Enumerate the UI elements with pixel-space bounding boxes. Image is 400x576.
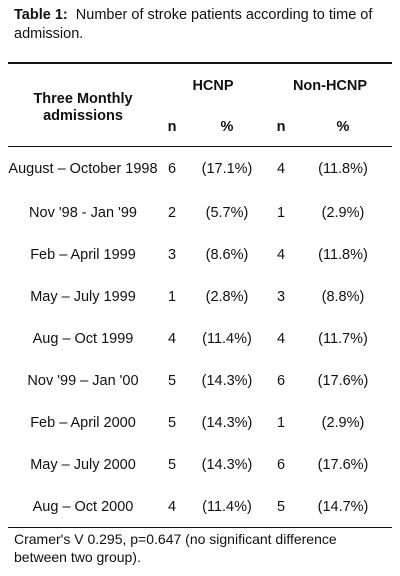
hcnp-n-cell: 1 (167, 289, 177, 305)
non-hcnp-pct-cell: (8.8%) (321, 289, 365, 305)
hcnp-pct-cell: (14.3%) (201, 457, 253, 473)
col-header-n: n (167, 119, 177, 135)
period-cell: Nov '98 - Jan '99 (29, 204, 137, 221)
period-cell: May – July 1999 (30, 288, 136, 305)
non-hcnp-n-cell: 5 (276, 499, 286, 515)
period-cell: Nov '99 – Jan '00 (27, 372, 139, 389)
non-hcnp-pct-cell: (11.8%) (318, 161, 368, 177)
table-row (8, 360, 392, 402)
hcnp-n-cell: 4 (167, 499, 177, 515)
non-hcnp-n-cell: 4 (276, 331, 286, 347)
non-hcnp-pct-cell: (17.6%) (317, 457, 369, 473)
non-hcnp-n-cell: 1 (276, 415, 286, 431)
non-hcnp-n-cell: 3 (276, 289, 286, 305)
col-header-pct: % (220, 119, 234, 135)
header-rule (8, 146, 392, 147)
non-hcnp-pct-cell: (11.7%) (318, 331, 368, 347)
bottom-rule (8, 527, 392, 528)
stroke-admissions-table (8, 64, 392, 528)
hcnp-n-cell: 6 (167, 161, 177, 177)
col-header-pct: % (336, 119, 350, 135)
hcnp-pct-cell: (11.4%) (202, 499, 252, 515)
hcnp-n-cell: 4 (167, 331, 177, 347)
group-header-non-hcnp: Non-HCNP (292, 78, 368, 94)
non-hcnp-pct-cell: (2.9%) (321, 205, 365, 221)
period-cell: Feb – April 1999 (30, 246, 136, 263)
row-header: Three Monthly admissions (33, 91, 133, 124)
non-hcnp-n-cell: 6 (276, 457, 286, 473)
table-row (8, 192, 392, 234)
table-row (8, 276, 392, 318)
hcnp-pct-cell: (17.1%) (201, 161, 253, 177)
non-hcnp-pct-cell: (14.7%) (317, 499, 369, 515)
footnote: Cramer's V 0.295, p=0.647 (no significant difference between two group). (14, 531, 337, 565)
non-hcnp-pct-cell: (2.9%) (321, 415, 365, 431)
period-cell: August – October 1998 (8, 160, 158, 177)
non-hcnp-n-cell: 1 (276, 205, 286, 221)
caption-label: Table 1 (14, 7, 63, 23)
table-row (8, 146, 392, 192)
period-cell: Feb – April 2000 (30, 414, 136, 431)
group-header-hcnp: HCNP (192, 78, 234, 94)
table-row (8, 318, 392, 360)
hcnp-pct-cell: (11.4%) (202, 331, 252, 347)
non-hcnp-n-cell: 4 (276, 247, 286, 263)
hcnp-n-cell: 3 (167, 247, 177, 263)
hcnp-pct-cell: (2.8%) (205, 289, 249, 305)
period-cell: Aug – Oct 1999 (32, 330, 134, 347)
hcnp-pct-cell: (8.6%) (205, 247, 249, 263)
table-row (8, 234, 392, 276)
table-caption: Table 1: Number of stroke patients according to time of admission. (14, 7, 373, 42)
hcnp-pct-cell: (5.7%) (205, 205, 249, 221)
non-hcnp-n-cell: 6 (276, 373, 286, 389)
non-hcnp-pct-cell: (17.6%) (317, 373, 369, 389)
hcnp-n-cell: 5 (167, 415, 177, 431)
hcnp-n-cell: 5 (167, 457, 177, 473)
period-cell: Aug – Oct 2000 (32, 498, 134, 515)
hcnp-pct-cell: (14.3%) (201, 415, 253, 431)
table-row (8, 402, 392, 444)
hcnp-n-cell: 2 (167, 205, 177, 221)
period-cell: May – July 2000 (30, 456, 136, 473)
hcnp-pct-cell: (14.3%) (201, 373, 253, 389)
caption-text: Number of stroke patients according to time of admission. (14, 7, 373, 42)
table-row (8, 486, 392, 528)
hcnp-n-cell: 5 (167, 373, 177, 389)
non-hcnp-n-cell: 4 (276, 161, 286, 177)
non-hcnp-pct-cell: (11.8%) (318, 247, 368, 263)
col-header-n: n (276, 119, 286, 135)
table-row (8, 444, 392, 486)
table-body (8, 146, 392, 528)
